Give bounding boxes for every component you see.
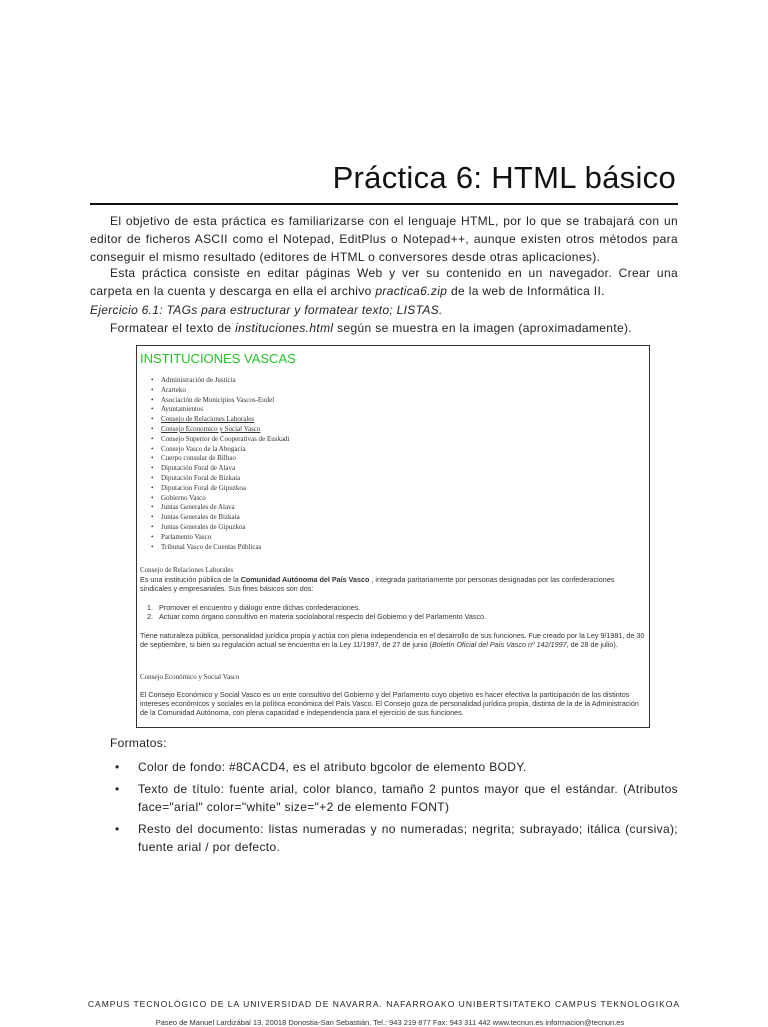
list-item: 1. Promover el encuentro y diálogo entre dichas confederaciones.: [147, 603, 361, 612]
formats-list: [115, 758, 678, 860]
list-item: • Ararteko: [161, 386, 290, 396]
bullet-icon: •: [115, 782, 120, 796]
list-item: • Juntas Generales de Bizkaia: [161, 513, 290, 523]
zip-filename: practica6.zip: [375, 284, 448, 298]
intro-paragraph-1: El objetivo de esta práctica es familiarizarse con el lenguaje HTML, por lo que se trabajará con un editor de ficheros ASCII como el Notepad, EditPlus o Notepad++, aunque existen otros métodos para conseguir el mismo resultado (editores de HTML o conversores desde otras aplicaciones).: [90, 214, 678, 264]
bold-term: Comunidad Autónoma del País Vasco: [240, 575, 370, 584]
list-item: 2. Actuar como órgano consultivo en materia sociolaboral respecto del Gobierno y del Parlamento Vasco.: [147, 612, 487, 622]
list-item: • Gobierno Vasco: [161, 494, 290, 504]
list-item: • Juntas Generales de Alava: [161, 503, 290, 513]
editplus-term: EditPlus: [339, 232, 387, 246]
list-item: • Diputacion Foral de Gipuzkoa: [161, 484, 290, 494]
footer-institution: CAMPUS TECNOLÓGICO DE LA UNIVERSIDAD DE NAVARRA. NAFARROAKO UNIBERTSITATEKO CAMPUS TEKNOLOGIKOA: [87, 999, 681, 1009]
list-item: • Consejo Superior de Cooperativas de Euskadi: [161, 435, 290, 445]
exercise-instruction: Formatear el texto de instituciones.html según se muestra en la imagen (aproximadamente).: [110, 321, 633, 335]
list-item: • Consejo Vasco de la Abogacía: [161, 445, 290, 455]
list-item: • Ayuntamientos: [161, 405, 290, 415]
list-item: • Parlamento Vasco: [161, 533, 290, 543]
html-filename: instituciones.html: [235, 321, 334, 335]
title-divider: [90, 203, 678, 205]
numbered-list: [147, 603, 486, 621]
list-item-link[interactable]: • Consejo de Relaciones Laborales: [161, 415, 290, 425]
notepadpp-term: Notepad++: [402, 232, 466, 246]
notepad-term: Notepad: [283, 232, 331, 246]
section1-paragraph-2: Tiene naturaleza pública, personalidad jurídica propia y actúa con plena independencia en el desarrollo de sus funciones. Fue creado por la Ley 9/1981, de 30 de septiembre, si bien su regulación actual se encuentra en la Ley 11/1997, de 27 de junio (Boletín Oficial del País Vasco nº 142/1997, de 28 de julio).: [140, 631, 645, 650]
exercise-title: Ejercicio 6.1: TAGs para estructurar y formatear texto; LISTAS.: [90, 303, 443, 317]
list-item: • Tribunal Vasco de Cuentas Públicas: [161, 543, 290, 553]
list-item: • Diputación Foral de Bizkaia: [161, 474, 290, 484]
list-item: • Cuerpo consular de Bilbao: [161, 454, 290, 464]
section2-title: Consejo Económico y Social Vasco: [140, 673, 240, 681]
footer-address: Paseo de Manuel Lardizábal 13. 20018 Donostia-San Sebastián. Tel.: 943 219 877 Fax: 943 311 442 www.tecnun.es informacion@tecnun.es: [155, 1018, 625, 1027]
list-item-link[interactable]: • Consejo Economico y Social Vasco: [161, 425, 290, 435]
example-screenshot: [136, 345, 650, 728]
institutions-list: [161, 376, 290, 552]
list-item: • Texto de título: fuente arial, color blanco, tamaño 2 puntos mayor que el estándar. (Atributos face="arial" color="white" size="+2 de elemento FONT): [115, 782, 678, 814]
list-item: • Administración de Justicia: [161, 376, 290, 386]
list-item: • Diputación Foral de Alava: [161, 464, 290, 474]
figure-heading: INSTITUCIONES VASCAS: [140, 351, 296, 366]
bullet-icon: •: [115, 760, 120, 774]
list-item: • Juntas Generales de Gipuzkoa: [161, 523, 290, 533]
section1-title: Consejo de Relaciones Laborales: [140, 566, 234, 574]
list-item: • Asociación de Municipios Vascos-Eudel: [161, 396, 290, 406]
list-item: • Color de fondo: #8CACD4, es el atributo bgcolor de elemento BODY.: [115, 760, 527, 774]
bullet-icon: •: [115, 822, 120, 836]
section1-paragraph: Es una institución pública de la Comunidad Autónoma del País Vasco , integrada paritariamente por personas designadas por las confederaciones sindicales y empresariales. Sus fines básicos son dos:: [140, 575, 615, 594]
list-item: • Resto del documento: listas numeradas y no numeradas; negrita; subrayado; itálica (cursiva); fuente arial / por defecto.: [115, 822, 678, 854]
section2-paragraph: El Consejo Económico y Social Vasco es un ente consultivo del Gobierno y del Parlamento cuyo objetivo es hacer efectiva la participación de los distintos intereses económicos y sociales en la política económica del País Vasco. El Consejo goza de personalidad jurídica propia, distinta de la de la Administración de la Comunidad Autónoma, con plena capacidad e independencia para el ejercicio de sus funciones.: [140, 690, 639, 718]
page-title: Práctica 6: HTML básico: [332, 160, 676, 195]
intro-paragraph-2: Esta práctica consiste en editar páginas Web y ver su contenido en un navegador. Crear una carpeta en la cuenta y descarga en ella el archivo practica6.zip de la web de Informática II.: [90, 266, 678, 298]
formats-label: Formatos:: [110, 736, 167, 750]
